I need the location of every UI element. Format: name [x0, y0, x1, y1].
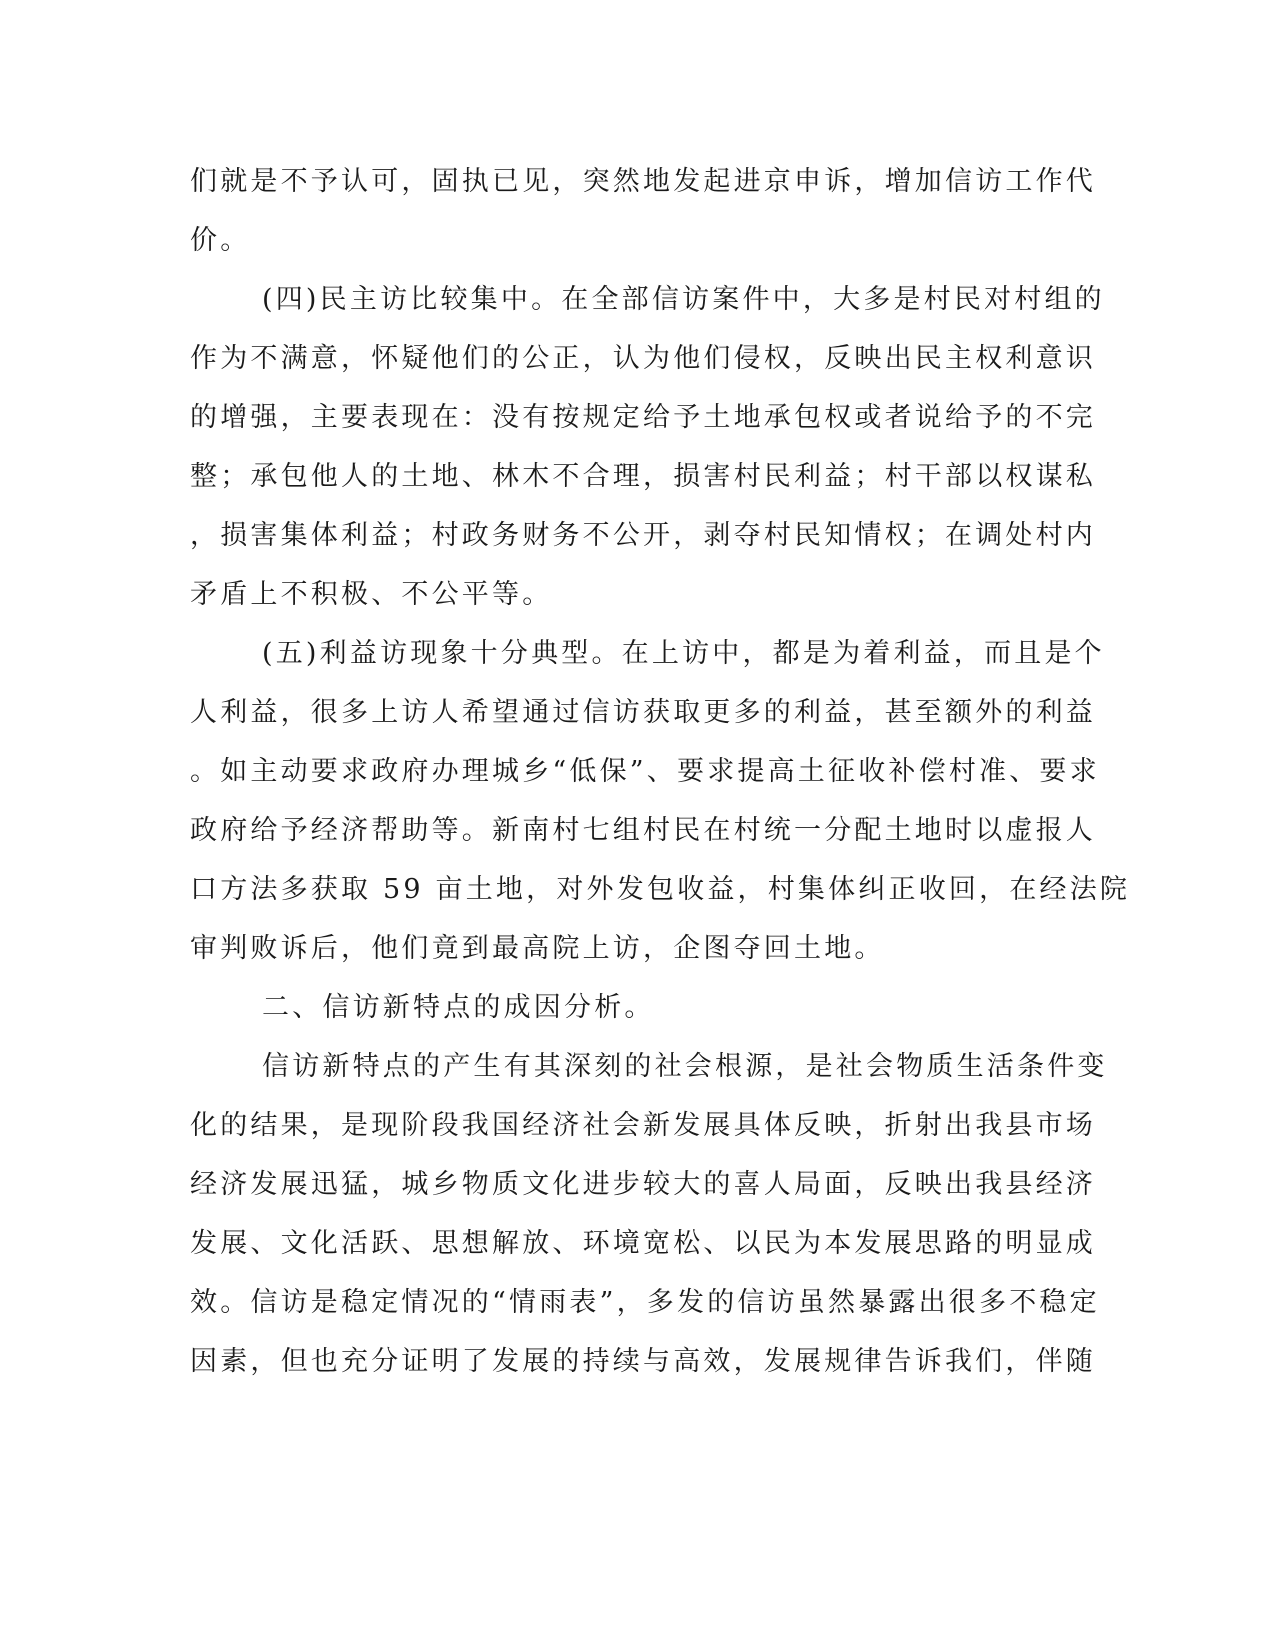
text-line: 人利益，很多上访人希望通过信访获取更多的利益，甚至额外的利益 [190, 697, 1096, 728]
text-line: 价。 [190, 225, 251, 256]
text-line: 矛盾上不积极、不公平等。 [190, 579, 553, 610]
text-line: 的增强，主要表现在：没有按规定给予土地承包权或者说给予的不完 [190, 402, 1096, 433]
text-line: 政府给予经济帮助等。新南村七组村民在村统一分配土地时以虚报人 [190, 815, 1096, 846]
text-line: 作为不满意，怀疑他们的公正，认为他们侵权，反映出民主权利意识 [190, 343, 1096, 374]
text-line: 。如主动要求政府办理城乡“低保”、要求提高土征收补偿村准、要求 [190, 756, 1100, 787]
paragraph-heading-5: (五)利益访现象十分典型。在上访中，都是为着利益，而且是个 [262, 638, 1105, 669]
text-line: 化的结果，是现阶段我国经济社会新发展具体反映，折射出我县市场 [190, 1110, 1096, 1141]
text-line: 发展、文化活跃、思想解放、环境宽松、以民为本发展思路的明显成 [190, 1228, 1096, 1259]
paragraph-heading-4: (四)民主访比较集中。在全部信访案件中，大多是村民对村组的 [262, 284, 1105, 315]
text-line: 审判败诉后，他们竟到最高院上访，企图夺回土地。 [190, 933, 885, 964]
text-line: 经济发展迅猛，城乡物质文化进步较大的喜人局面，反映出我县经济 [190, 1169, 1096, 1200]
section-heading: 二、信访新特点的成因分析。 [262, 992, 655, 1023]
text-line: 信访新特点的产生有其深刻的社会根源，是社会物质生活条件变 [262, 1051, 1108, 1082]
text-line: ，损害集体利益；村政务财务不公开，剥夺村民知情权；在调处村内 [190, 520, 1096, 551]
text-line: 口方法多获取 59 亩土地，对外发包收益，村集体纠正收回，在经法院 [190, 874, 1131, 905]
text-line: 效。信访是稳定情况的“情雨表”，多发的信访虽然暴露出很多不稳定 [190, 1287, 1100, 1318]
text-line: 因素，但也充分证明了发展的持续与高效，发展规律告诉我们，伴随 [190, 1346, 1096, 1377]
text-line: 们就是不予认可，固执已见，突然地发起进京申诉，增加信访工作代 [190, 166, 1096, 197]
text-line: 整；承包他人的土地、林木不合理，损害村民利益；村干部以权谋私 [190, 461, 1096, 492]
